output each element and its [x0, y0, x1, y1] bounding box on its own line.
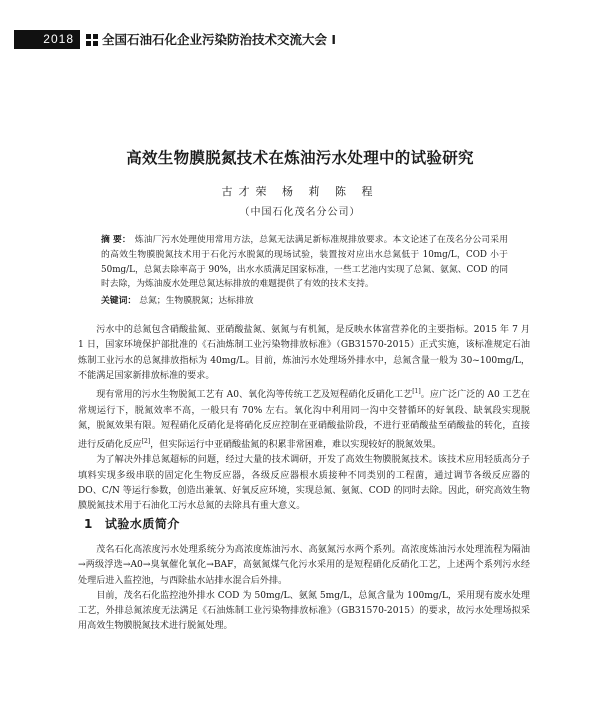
conference-title: 全国石油石化企业污染防治技术交流大会 I — [102, 32, 337, 47]
paper-authors: 古才荣 杨 莉 陈 程 — [221, 185, 379, 198]
introduction — [78, 323, 530, 515]
abstract — [101, 233, 508, 292]
citation-2: [2] — [141, 438, 151, 446]
section-title: 试验水质简介 — [104, 517, 180, 531]
intro-paragraph-1: 污水中的总氮包含硝酸盐氮、亚硝酸盐氮、氨氮与有机氮，是反映水体富营养化的主要指标。2015 年 7 月 1 日，国家环境保护部批准的《石油炼制工业污染物排放标准》（GB31570-2015）正式实施，该标准规定石油炼制工业污水的总氮排放指标为 40mg/L。目前，炼油污水处理场外排水中，总氮含量一般为 30~100mg/L，不能满足国家新排放标准的要求。 — [78, 325, 530, 381]
section-1-body — [78, 543, 530, 635]
section-1-paragraph-1: 茂名石化高浓度污水处理系统分为高浓度炼油污水、高氨氮污水两个系列。高浓度炼油污水处理流程为隔油→两级浮选→A0→臭氧催化氧化→BAF，高氨氮煤气化污水采用的是短程硝化反硝化工艺，上述两个系列污水经处理后进入监控池，与西除盐水站排水混合后外排。 — [78, 545, 530, 586]
section-number: 1 — [84, 517, 93, 531]
intro-p2-part-c: ，但实际运行中亚硝酸盐氮的积累非常困难，难以实现较好的脱氮效果。 — [150, 440, 442, 451]
intro-paragraph-2 — [78, 384, 530, 453]
keywords-label: 关键词： — [101, 296, 137, 306]
paper-affiliation: （中国石化茂名分公司） — [239, 207, 361, 218]
intro-paragraph-3: 为了解决外排总氮超标的问题，经过大量的技术调研，开发了高效生物膜脱氮技术。该技术应用轻质高分子填料实现多级串联的固定化生物反应器，各级反应器根水质接种不同类别的工程菌，通过调节各级反应器的 DO、C/N 等运行参数，创造出兼氧、好氧反应环境，实现总氮、氨氮、COD 的同时去除。因此，研究高效生物膜脱氮技术用于石油化工污水总氮的去除具有重大意义。 — [78, 455, 530, 512]
year-badge: 2018 — [14, 30, 80, 49]
section-heading — [84, 515, 180, 532]
abstract-text: 炼油厂污水处理使用常用方法，总氮无法满足新标准规排放要求。本文论述了在茂名分公司采用的高效生物膜脱氮技术用于石化污水脱氮的现场试验，装置按对应出水总氮低于 10mg/L，COD 小于 50mg/L，总氮去除率高于 90%，出水水质满足国家标准，一些工艺池内实现了总氮、氨氮、COD 的同时去除，为炼油废水处理总氮达标排放的难题提供了有效的技术支持。 — [101, 235, 508, 290]
keywords — [101, 294, 508, 308]
running-header — [14, 30, 574, 50]
section-1-paragraph-2: 目前，茂名石化监控池外排水 COD 为 50mg/L、氨氮 5mg/L，总氮含量为 100mg/L，采用现有废水处理工艺，外排总氮浓度无法满足《石油炼制工业污染物排放标准》（GB31570-2015）的要求，故污水处理场拟采用高效生物膜脱氮技术进行脱氮处理。 — [78, 590, 530, 632]
keywords-text: 总氮；生物膜脱氮；达标排放 — [139, 296, 254, 306]
citation-1: [1] — [412, 388, 421, 396]
intro-p2-part-a: 现有常用的污水生物脱氮工艺有 A0、氧化沟等传统工艺及短程硝化反硝化工艺 — [96, 390, 413, 401]
intro-p2-part-b: 。应广泛广泛的 A0 工艺在常规运行下，脱氮效率不高，一般只有 70% 左右。氧化沟中利用同一沟中交替循环的好氧段、缺氧段实现脱氮，脱氮效果有限。短程硝化反硝化是将硝化反应控制在亚硝酸盐阶段，不进行亚硝酸盐至硝酸盐的转化，直接进行反硝化反应 — [78, 390, 531, 451]
paper-title: 高效生物膜脱氮技术在炼油污水处理中的试验研究 — [126, 149, 474, 167]
abstract-label: 摘 要： — [101, 235, 131, 245]
header-bullet-icon — [86, 34, 98, 46]
